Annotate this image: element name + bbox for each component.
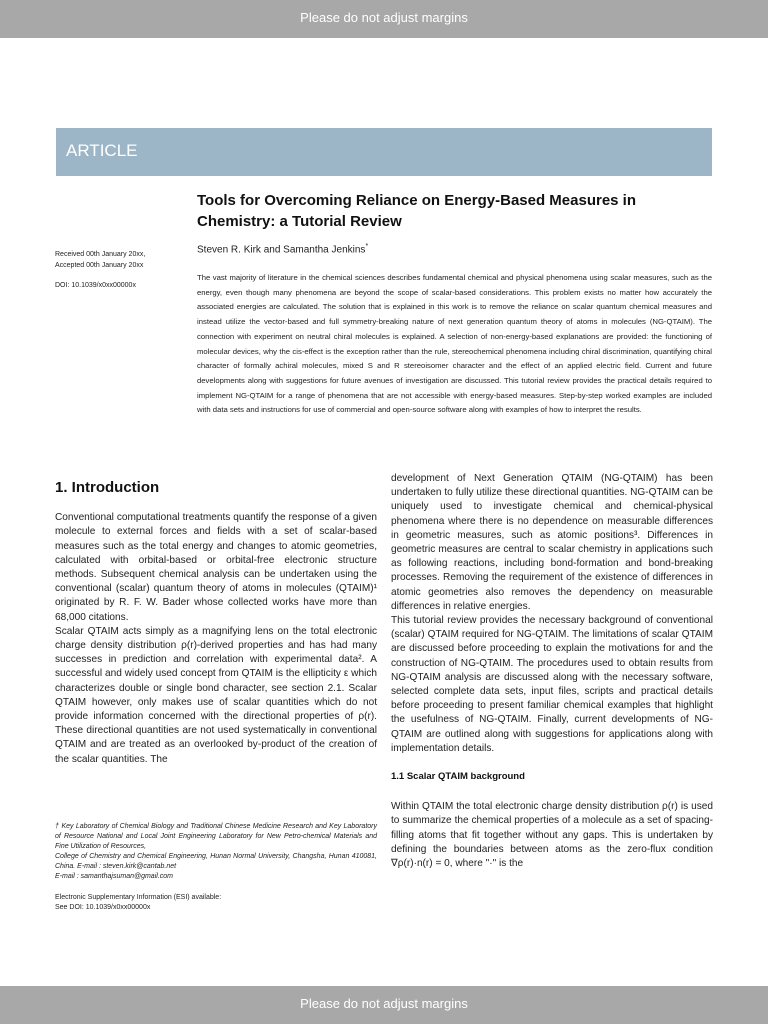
title-line-2: Chemistry: a Tutorial Review [197,213,402,230]
accepted-date: Accepted 00th January 20xx [55,262,144,269]
bottom-margin-notice: Please do not adjust margins [0,986,768,1024]
abstract: The vast majority of literature in the chemical sciences describes fundamental chemical and physical phenomena using scalar measures, such as the energy, even though many phenomena are beyond the scope of scalar-based considerations. This problem exists no matter how accurately the associated energies are calculated. The solution that is explained in this work is to remove the reliance on scalar quantum chemical measures and instead utilize the vector-based and full symmetry-breaking nature of next generation quantum theory of atoms in molecules (NG-QTAIM). The connection with experiment on neutral chiral molecules is explained. A selection of non-energy-based explanations are provided: the functioning of molecular devices, why the cis-effect is the exception rather than the rule, stereochemical phenomena including chiral discrimination, quantifying chiral character of formally achiral molecules, mixed S and R stereoisomer character and the effect of an applied electric field. Current and future developments along with suggestions for future avenues of investigation are discussed. This tutorial review provides the practical details required to implement NG-QTAIM for a range of phenomena that are not accessible with energy-based measures. Step-by-step worked examples are included with data sets and instructions for use of commercial and open-source software along with examples of how to interpret the results. [197,273,712,415]
affiliation-line-1: † Key Laboratory of Chemical Biology and Traditional Chinese Medicine Research and Key Laboratory of Resource National and Local Joint Engineering Laboratory for New Petro-chemical Materials and Fine Utilization of Resources, [55,823,377,850]
intro-paragraph-2: Scalar QTAIM acts simply as a magnifying lens on the total electronic charge density distribution ρ(r)-derived properties and has had many successes in prediction and correlation with experimental data². A successful and widely used concept from QTAIM is the ellipticity ε which characterizes double or single bond character, see section 2.1. Scalar QTAIM however, only makes use of scalar quantities which do not provide information concerned with the directional properties of ρ(r). These directional quantities are not used systematically in conventional QTAIM and are treated as an overlooked by-product of the creation of the scalar quantities. The [55,625,377,765]
received-date: Received 00th January 20xx, [55,251,146,258]
article-type-banner: ARTICLE [56,128,712,176]
subsection-heading-scalar-qtaim: 1.1 Scalar QTAIM background [391,771,525,783]
esi-note [55,893,221,913]
affiliation-email: E-mail : samanthajsuman@gmail.com [55,873,173,880]
affiliation-footnote [55,822,377,882]
subsection-paragraph-1: Within QTAIM the total electronic charge density distribution ρ(r) is used to summarize the chemical properties of a molecule as a set of spacing-filling atoms that fit together without any gaps. This is undertaken by defining the boundaries between atoms as the zero-flux condition ∇ρ(r)·n(r) = 0, where "·" is the [391,801,713,870]
affiliation-line-2: College of Chemistry and Chemical Engineering, Hunan Normal University, Changsha, Hunan 410081, China. E-mail : steven.kirk@cantab.net [55,853,377,870]
author-names: Steven R. Kirk and Samantha Jenkins [197,244,366,256]
intro-paragraph-4: This tutorial review provides the necessary background of conventional (scalar) QTAIM required for NG-QTAIM. The limitations of scalar QTAIM are discussed before proceeding to explain the motivations for and the construction of NG-QTAIM. The procedures used to obtain results from NG-QTAIM analysis are discussed along with the necessary software, selected complete data sets, input files, scripts and practical details before proceeding to present familiar chemical examples that highlight the usefulness of NG-QTAIM. Finally, current developments of NG-QTAIM are outlined along with suggestions for applications along with implementation details. [391,615,713,754]
left-column [55,481,377,767]
section-heading-introduction: 1. Introduction [55,479,160,496]
intro-paragraph-3: development of Next Generation QTAIM (NG-QTAIM) has been undertaken to fully utilize these directional quantities. NG-QTAIM can be uniquely used to investigate chemical and chemical-physical phenomena where there is no dependence on measurable differences in geometric measures, such as atomic positions³. Differences in geometric measures are central to scalar chemistry in applications such as following reactions, including bond-formation and bond-breaking processes. Removing the requirement of the existence of differences in atomic geometries also removes the dependency on measurable differences in relative energies. [391,473,713,612]
top-margin-notice: Please do not adjust margins [0,0,768,38]
right-column [391,472,713,871]
esi-line-2: See DOI: 10.1039/x0xx00000x [55,904,151,911]
intro-paragraph-1: Conventional computational treatments quantify the response of a given molecule to external forces and fields with a set of scalar-based measures such as the total energy and changes to atomic geometries, calculated with orbital-based or orbital-free electronic structure methods. Subsequent chemical analysis can be undertaken using the conventional (scalar) quantum theory of atoms in molecules (QTAIM)¹ originated by R. F. W. Bader whose collected works have more than 68,000 citations. [55,512,377,623]
paper-title [197,190,707,232]
corresponding-author-mark: * [365,243,369,250]
author-list [197,243,368,255]
doi-label: DOI: 10.1039/x0xx00000x [55,282,136,289]
esi-line-1: Electronic Supplementary Information (ESI) available: [55,894,222,901]
title-line-1: Tools for Overcoming Reliance on Energy-Based Measures in [197,192,637,209]
